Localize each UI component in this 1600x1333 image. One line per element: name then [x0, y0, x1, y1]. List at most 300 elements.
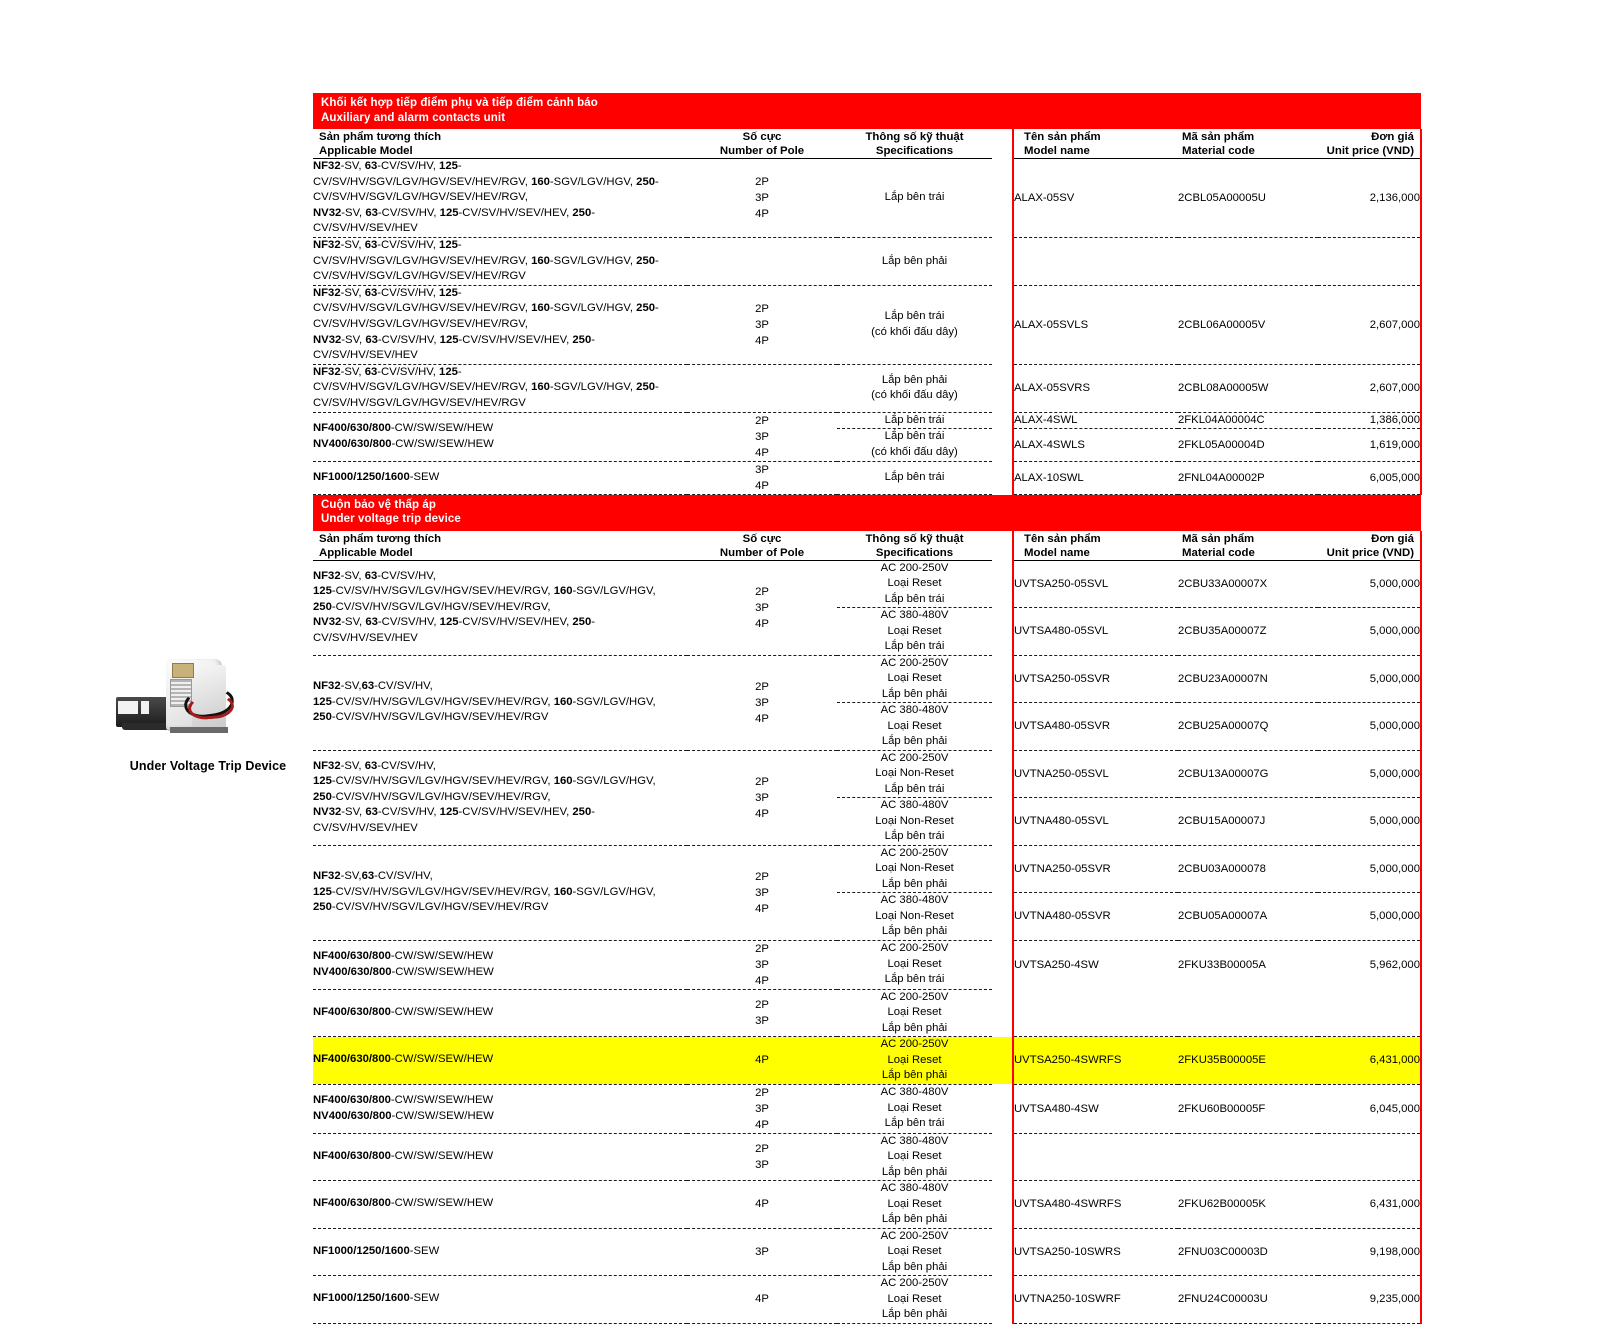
model-line [313, 1109, 687, 1125]
model-code-strong: 125 [313, 695, 332, 708]
spec-line: (có khối đấu dây) [871, 325, 958, 338]
pole-value: 4P [755, 446, 769, 459]
pole-value: 4P [755, 1293, 769, 1306]
spec-line: Loại Reset [887, 1101, 942, 1114]
table-row [313, 159, 1421, 238]
spec-line: Loại Reset [887, 1053, 942, 1066]
model-code-text: -SGV/LGV/HGV, [572, 775, 656, 788]
model-code-text: -CV/SV/HV/SGV/LGV/HGV/SEV/HEV/RGV, [331, 775, 554, 788]
pole-value: 3P [755, 1102, 769, 1115]
model-code-strong: NF32 [313, 238, 341, 251]
table-row [313, 940, 1421, 989]
model-code-text: -SGV/LGV/HGV, [572, 695, 656, 708]
model-code-text: CV/SV/HV/SEV/HEV [313, 222, 418, 235]
model-code-strong: NF400/630/800 [313, 1093, 391, 1106]
applicable-model-cell [313, 285, 687, 364]
model-code-text: -CV/SV/HV/SGV/LGV/HGV/SEV/HEV/RGV, [331, 600, 551, 613]
model-code-strong: 125 [313, 885, 332, 898]
model-code-strong: NF400/630/800 [313, 1197, 391, 1210]
unit-price-cell: 6,431,000 [1318, 1181, 1421, 1229]
unit-price-cell: 1,386,000 [1318, 412, 1421, 429]
model-code-text: CV/SV/HV/SEV/HEV [313, 349, 418, 362]
column-gap [992, 703, 1013, 751]
spec-line: Lắp bên phải [881, 1260, 948, 1273]
spec-line: Loại Reset [887, 1150, 942, 1162]
pole-value: 2P [755, 302, 769, 315]
table-row [313, 560, 1421, 608]
table-row [313, 1037, 1421, 1085]
model-line [313, 254, 687, 270]
model-line [313, 437, 687, 453]
pole-value: 3P [755, 958, 769, 971]
model-code-text: -SGV/LGV/HGV, [572, 885, 656, 898]
model-code-strong: 63 [364, 365, 378, 378]
number-of-pole-cell [687, 1133, 837, 1181]
unit-price-cell: 5,000,000 [1318, 893, 1421, 941]
pole-value: 2P [755, 175, 769, 188]
model-code-text: -SV, [340, 759, 365, 772]
model-line [313, 869, 687, 885]
column-gap [992, 159, 1013, 238]
spec-line: Lắp bên phải [881, 1165, 948, 1178]
spec-line: Loại Reset [887, 624, 942, 637]
applicable-model-cell [313, 560, 687, 655]
model-line [313, 396, 687, 412]
pole-value: 2P [755, 942, 769, 955]
spec-line: AC 380-480V [880, 1182, 949, 1194]
model-name-cell: UVTSA480-4SW [1013, 1084, 1178, 1133]
header-model-name-vi: Tên sản phẩm [1024, 131, 1101, 143]
column-gap [992, 285, 1013, 364]
applicable-model-cell [313, 159, 687, 238]
model-code-text: -CV/SV/HV, [377, 206, 440, 219]
model-code-text: CV/SV/HV/SGV/LGV/HGV/SEV/HEV/RGV, [313, 254, 532, 267]
model-code-text: -SEW [409, 1292, 440, 1305]
header-gap [992, 129, 1013, 159]
spec-line: Loại Reset [887, 1197, 942, 1210]
model-code-text: -CV/SV/HV/SEV/HEV, [458, 616, 573, 629]
spec-line: Loại Reset [887, 672, 942, 684]
unit-price-cell: 5,000,000 [1318, 560, 1421, 608]
spec-line: Loại Reset [887, 577, 942, 589]
applicable-model-cell [313, 655, 687, 750]
model-code-strong: NF400/630/800 [313, 1005, 391, 1018]
number-of-pole-cell [687, 1181, 837, 1229]
model-code-strong: 63 [365, 806, 378, 819]
material-code-cell: 2CBU33A00007X [1178, 560, 1318, 608]
pole-value: 3P [755, 318, 769, 331]
column-gap [992, 237, 1013, 285]
model-code-text: -CW/SW/SEW/HEW [390, 1149, 494, 1162]
header-gap [992, 531, 1013, 561]
model-code-strong: 125 [313, 585, 332, 598]
header-number-of-pole [687, 531, 837, 561]
specifications-cell [837, 412, 992, 429]
price-table-sheet [313, 93, 1421, 1324]
model-name-cell: UVTSA250-05SVR [1013, 655, 1178, 703]
model-code-text: - [655, 254, 659, 267]
unit-price-cell: 2,607,000 [1318, 364, 1421, 412]
table-row [313, 1133, 1421, 1181]
model-line [313, 790, 687, 806]
model-name-cell: UVTNA480-05SVL [1013, 798, 1178, 846]
spec-line: (có khối đấu dây) [871, 389, 958, 402]
model-code-text: -SGV/LGV/HGV, [549, 381, 637, 394]
model-code-strong: NF32 [313, 759, 341, 772]
model-line [313, 710, 687, 726]
pole-value: 3P [755, 430, 769, 443]
spec-line: Lắp bên trái [884, 310, 945, 323]
pole-value: 4P [755, 974, 769, 987]
applicable-model-cell [313, 412, 687, 461]
specifications-cell [837, 429, 992, 461]
model-code-text: -CV/SV/HV, [377, 616, 440, 629]
model-code-strong: 250 [313, 600, 332, 613]
model-code-text: -CV/SV/HV/SGV/LGV/HGV/SEV/HEV/RGV, [331, 585, 554, 598]
model-name-cell: ALAX-05SV [1013, 159, 1178, 238]
number-of-pole-cell [687, 1084, 837, 1133]
column-gap [992, 608, 1013, 656]
model-code-text: -CV/SV/HV, [377, 238, 440, 251]
model-code-strong: NF400/630/800 [313, 949, 391, 962]
material-code-cell: 2FKL04A00004C [1178, 412, 1318, 429]
model-line [313, 584, 687, 600]
section-title-en: Auxiliary and alarm contacts unit [321, 111, 506, 124]
model-code-text: - [591, 616, 596, 629]
spec-line: Lắp bên phải [881, 925, 948, 937]
column-gap [992, 845, 1013, 893]
material-code-cell: 2CBU25A00007Q [1178, 703, 1318, 751]
model-code-text: -SV, [341, 206, 366, 219]
specifications-cell [837, 608, 992, 656]
column-gap [992, 1276, 1013, 1324]
material-code-cell: 2FNU03C00003D [1178, 1228, 1318, 1276]
number-of-pole-cell [687, 285, 837, 364]
spec-line: AC 200-250V [880, 1277, 949, 1289]
header-model-name [1013, 531, 1178, 561]
number-of-pole-cell [687, 159, 837, 238]
product-caption: Under Voltage Trip Device [129, 759, 287, 773]
table-row [313, 285, 1421, 364]
pole-value: 2P [755, 998, 769, 1011]
applicable-model-cell [313, 1133, 687, 1181]
model-code-strong: NF1000/1250/1600 [313, 1244, 410, 1257]
table-row [313, 655, 1421, 703]
header-model-name [1013, 129, 1178, 159]
material-code-cell [1178, 989, 1318, 1037]
model-code-text: -CV/SV/HV, [377, 759, 436, 772]
pole-value: 2P [755, 1086, 769, 1099]
model-name-cell: UVTNA480-05SVR [1013, 893, 1178, 941]
model-code-strong: 125 [439, 238, 458, 251]
pole-value: 2P [755, 775, 769, 788]
spec-line: Lắp bên trái [884, 191, 945, 204]
header-specifications [837, 129, 992, 159]
header-number-of-pole-en: Number of Pole [719, 546, 805, 559]
model-name-cell [1013, 237, 1178, 285]
table-row [313, 1181, 1421, 1229]
specifications-cell [837, 1084, 992, 1133]
model-code-text: -SV, [340, 569, 365, 582]
material-code-cell: 2CBL05A00005U [1178, 159, 1318, 238]
specifications-cell [837, 285, 992, 364]
number-of-pole-cell [687, 750, 837, 845]
model-code-strong: 250 [313, 901, 332, 914]
model-name-cell: ALAX-4SWL [1013, 412, 1178, 429]
section-table [313, 531, 1422, 1324]
number-of-pole-cell [687, 412, 837, 461]
model-code-strong: NV32 [313, 333, 342, 346]
specifications-cell [837, 655, 992, 703]
model-code-text: -CW/SW/SEW/HEW [390, 949, 494, 962]
model-code-strong: 250 [636, 302, 656, 315]
model-code-text: -CW/SW/SEW/HEW [391, 437, 494, 450]
model-code-strong: 125 [439, 365, 458, 378]
specifications-cell [837, 1276, 992, 1324]
model-line [313, 965, 687, 981]
pole-value: 3P [755, 791, 769, 804]
model-code-text: -CW/SW/SEW/HEW [390, 421, 494, 434]
table-row [313, 461, 1421, 494]
under-voltage-trip-device-photo [108, 655, 308, 745]
applicable-model-cell [313, 1276, 687, 1324]
model-code-text: -SGV/LGV/HGV, [549, 175, 637, 188]
column-gap [992, 364, 1013, 412]
pole-value: 4P [755, 1118, 769, 1131]
pole-value: 2P [755, 585, 769, 598]
model-code-strong: NF32 [313, 160, 341, 172]
material-code-cell: 2CBL06A00005V [1178, 285, 1318, 364]
material-code-cell: 2FNL04A00002P [1178, 461, 1318, 494]
pole-value: 2P [755, 870, 769, 883]
model-code-strong: NF1000/1250/1600 [313, 470, 410, 483]
model-name-cell: UVTSA250-10SWRS [1013, 1228, 1178, 1276]
header-applicable-model [313, 129, 687, 159]
specifications-cell [837, 461, 992, 494]
number-of-pole-cell [687, 461, 837, 494]
model-code-strong: 160 [553, 775, 573, 788]
model-code-text: -SV, [340, 238, 365, 251]
model-code-text: -CV/SV/HV, [377, 365, 440, 378]
model-name-cell: UVTNA250-10SWRF [1013, 1276, 1178, 1324]
column-gap [992, 750, 1013, 798]
model-line [313, 1291, 687, 1307]
model-code-strong: 63 [361, 870, 375, 883]
pole-value: 4P [755, 807, 769, 820]
unit-price-cell: 5,000,000 [1318, 845, 1421, 893]
model-code-text: -SV, [340, 870, 362, 883]
pole-value: 3P [755, 191, 769, 204]
model-code-text: -SV, [340, 160, 365, 172]
column-gap [992, 461, 1013, 494]
model-line [313, 1093, 687, 1109]
model-line [313, 1149, 687, 1165]
pole-value: 2P [755, 680, 769, 693]
spec-line: Lắp bên trái [884, 640, 945, 652]
table-row [313, 412, 1421, 429]
column-header-row [313, 129, 1421, 159]
header-number-of-pole-en: Number of Pole [719, 145, 805, 157]
material-code-cell: 2FKU60B00005F [1178, 1084, 1318, 1133]
section-title-vi: Khối kết hợp tiếp điểm phụ và tiếp điểm cảnh báo [321, 97, 598, 109]
header-unit-price-en: Unit price (VND) [1326, 145, 1414, 157]
spec-line: AC 200-250V [880, 656, 949, 669]
section-title-band [313, 495, 1421, 531]
model-code-text: - [591, 806, 596, 819]
specifications-cell [837, 1133, 992, 1181]
column-gap [992, 429, 1013, 461]
spec-line: AC 380-480V [880, 1134, 949, 1147]
model-code-strong: NV400/630/800 [313, 965, 392, 978]
specifications-cell [837, 989, 992, 1037]
model-code-strong: NF400/630/800 [313, 1149, 391, 1162]
spec-line: AC 380-480V [880, 1086, 949, 1099]
column-gap [992, 655, 1013, 703]
model-name-cell: UVTNA250-05SVL [1013, 750, 1178, 798]
pole-value: 3P [755, 1014, 769, 1027]
spec-line: AC 200-250V [880, 561, 949, 574]
model-code-text: -CW/SW/SEW/HEW [390, 1053, 494, 1066]
model-code-text: - [457, 365, 462, 378]
table-row [313, 237, 1421, 285]
material-code-cell [1178, 1133, 1318, 1181]
model-code-text: -CV/SV/HV/SGV/LGV/HGV/SEV/HEV/RGV [331, 901, 549, 914]
material-code-cell: 2FKU35B00005E [1178, 1037, 1318, 1085]
model-code-text: -SGV/LGV/HGV, [572, 585, 656, 598]
table-row [313, 750, 1421, 798]
product-panel [88, 655, 328, 773]
header-material-code [1178, 531, 1318, 561]
model-code-strong: NV32 [313, 206, 342, 219]
model-code-text: -CV/SV/HV, [377, 286, 440, 299]
specifications-cell [837, 798, 992, 846]
column-gap [992, 940, 1013, 989]
model-name-cell: UVTSA250-05SVL [1013, 560, 1178, 608]
spec-line: Lắp bên trái [884, 413, 945, 426]
model-code-strong: NV32 [313, 806, 342, 819]
model-code-text: -SEW [409, 470, 440, 483]
header-unit-price [1318, 531, 1421, 561]
header-applicable-model-vi: Sản phẩm tương thích [319, 532, 442, 545]
model-line [313, 900, 687, 916]
spec-line: AC 200-250V [880, 1038, 949, 1050]
model-code-text: -CW/SW/SEW/HEW [391, 1109, 494, 1122]
model-code-strong: 63 [365, 616, 378, 629]
model-code-strong: 250 [636, 175, 656, 188]
model-name-cell: UVTSA250-4SWRFS [1013, 1037, 1178, 1085]
model-line [313, 269, 687, 285]
applicable-model-cell [313, 1228, 687, 1276]
model-line [313, 600, 687, 616]
model-code-text: CV/SV/HV/SGV/LGV/HGV/SEV/HEV/RGV, [313, 302, 532, 315]
spec-line: AC 200-250V [880, 751, 949, 764]
header-unit-price-vi: Đơn giá [1371, 532, 1414, 545]
spec-line: Lắp bên phải [881, 735, 948, 747]
column-gap [992, 989, 1013, 1037]
model-name-cell: ALAX-05SVRS [1013, 364, 1178, 412]
model-line [313, 569, 687, 585]
header-applicable-model [313, 531, 687, 561]
model-name-cell: UVTNA250-05SVR [1013, 845, 1178, 893]
pole-value: 4P [755, 479, 769, 492]
model-line [313, 421, 687, 437]
spec-line: Lắp bên trái [884, 973, 945, 986]
spec-line: Loại Non-Reset [875, 814, 954, 827]
model-code-text: -CV/SV/HV, [374, 680, 433, 693]
applicable-model-cell [313, 364, 687, 412]
unit-price-cell: 1,619,000 [1318, 429, 1421, 461]
model-line [313, 301, 687, 317]
model-code-strong: NV400/630/800 [313, 1109, 392, 1122]
model-code-strong: NF32 [313, 286, 341, 299]
model-line [313, 1005, 687, 1021]
model-code-text: -CV/SV/HV, [377, 333, 440, 346]
model-code-strong: NV400/630/800 [313, 437, 392, 450]
model-code-strong: 125 [439, 286, 458, 299]
specifications-cell [837, 703, 992, 751]
model-code-text: -CV/SV/HV/SGV/LGV/HGV/SEV/HEV/RGV, [331, 885, 554, 898]
spec-line: AC 200-250V [880, 942, 949, 955]
spec-line: Lắp bên trái [884, 782, 945, 795]
model-code-text: -SV, [341, 616, 366, 629]
model-code-text: - [457, 238, 462, 251]
model-name-cell: ALAX-4SWLS [1013, 429, 1178, 461]
model-code-text: -CV/SV/HV/SEV/HEV, [458, 806, 573, 819]
model-line [313, 821, 687, 837]
model-code-text: CV/SV/HV/SGV/LGV/HGV/SEV/HEV/RGV, [313, 175, 532, 188]
unit-price-cell [1318, 1133, 1421, 1181]
model-code-text: -SV, [340, 680, 362, 693]
model-code-text: -CV/SV/HV/SEV/HEV, [458, 206, 573, 219]
pole-value: 2P [755, 414, 769, 427]
column-gap [992, 560, 1013, 608]
model-code-strong: 160 [553, 885, 573, 898]
material-code-cell: 2CBU15A00007J [1178, 798, 1318, 846]
model-line [313, 1052, 687, 1068]
unit-price-cell: 5,000,000 [1318, 608, 1421, 656]
material-code-cell: 2CBU05A00007A [1178, 893, 1318, 941]
model-code-strong: 125 [439, 333, 459, 346]
model-code-text: -CV/SV/HV, [377, 806, 440, 819]
model-code-strong: NF32 [313, 870, 341, 883]
header-specifications-vi: Thông số kỹ thuật [865, 532, 964, 545]
model-line [313, 1244, 687, 1260]
model-line [313, 206, 687, 222]
unit-price-cell: 5,962,000 [1318, 940, 1421, 989]
model-code-text: -CW/SW/SEW/HEW [390, 1093, 494, 1106]
model-code-strong: NF400/630/800 [313, 1053, 391, 1066]
material-code-cell: 2FKU62B00005K [1178, 1181, 1318, 1229]
model-line [313, 679, 687, 695]
header-specifications-vi: Thông số kỹ thuật [865, 131, 964, 143]
material-code-cell: 2CBU35A00007Z [1178, 608, 1318, 656]
model-code-text: - [655, 175, 659, 188]
model-code-text: - [457, 286, 462, 299]
specifications-cell [837, 364, 992, 412]
model-line [313, 759, 687, 775]
model-code-strong: 250 [572, 333, 592, 346]
unit-price-cell: 5,000,000 [1318, 750, 1421, 798]
number-of-pole-cell [687, 560, 837, 655]
unit-price-cell: 6,431,000 [1318, 1037, 1421, 1085]
model-code-text: -CW/SW/SEW/HEW [390, 1005, 494, 1018]
model-code-strong: 63 [365, 333, 378, 346]
applicable-model-cell [313, 461, 687, 494]
model-code-strong: 250 [636, 381, 656, 394]
spec-line: Lắp bên trái [884, 430, 945, 443]
spec-line: Lắp bên phải [881, 1308, 948, 1320]
pole-value: 4P [755, 617, 769, 630]
